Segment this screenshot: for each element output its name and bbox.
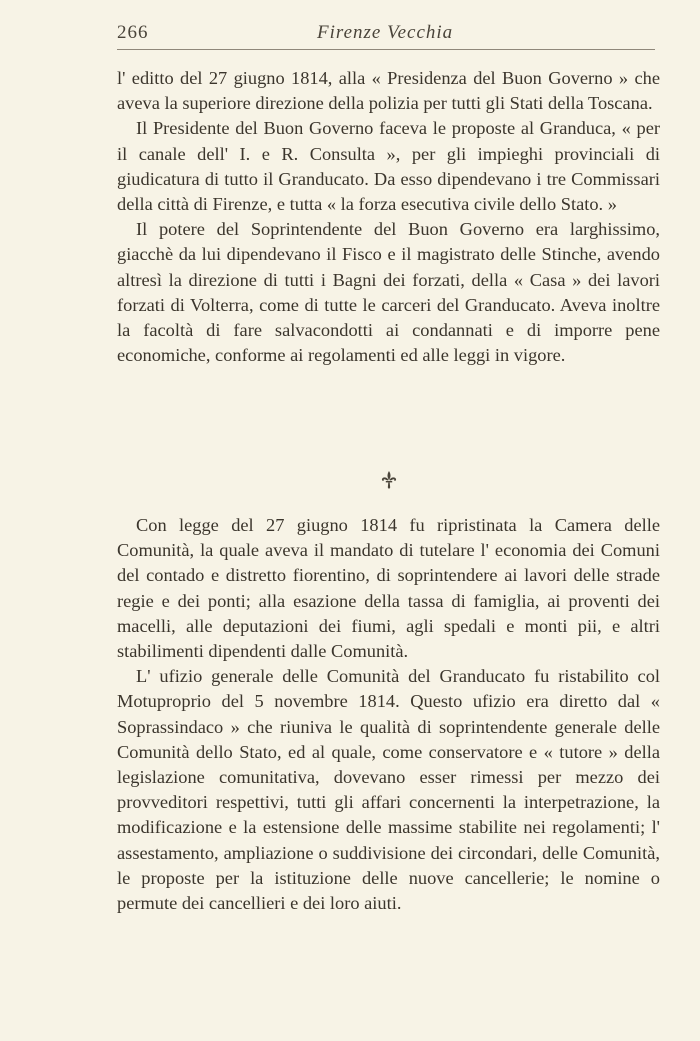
page-number: 266 <box>117 22 149 43</box>
running-head <box>117 22 657 46</box>
paragraph: Il Presidente del Buon Governo faceva le proposte al Granduca, « per il canale dell' I. e R. Consulta », per gli impieghi provinciali di giudicatura di tutto il Granducato. Da esso dipendevano i tre Commissari della città di Firenze, e tutta « la forza esecutiva civile dello Stato. » <box>117 118 660 215</box>
header-rule <box>117 49 655 50</box>
text-block-lower <box>117 513 660 916</box>
paragraph-continued: l' editto del 27 giugno 1814, alla « Presidenza del Buon Governo » che aveva la superiore direzione della polizia per tutti gli Stati della Toscana. <box>117 68 660 114</box>
fleur-de-lis-icon <box>379 470 399 490</box>
paragraph: Il potere del Soprintendente del Buon Governo era larghissimo, giacchè da lui dipendevano il Fisco e il magistrato delle Stinche, avendo altresì la direzione di tutti i Bagni dei forzati, della « Casa » dei lavori forzati di Volterra, come di tutte le carceri del Granducato. Aveva inoltre la facoltà di fare salvacondotti ai condannati e di imporre pene economiche, conforme ai regolamenti ed alle leggi in vigore. <box>117 219 660 366</box>
paragraph: L' ufizio generale delle Comunità del Granducato fu ristabilito col Motuproprio del 5 novembre 1814. Questo ufizio era diretto dal « Soprassindaco » che riuniva le qualità di soprintendente generale delle Comunità dello Stato, ed al quale, come conservatore e « tutore » della legislazione comunitativa, dovevano esser rimessi per mezzo dei provveditori respettivi, tutti gli affari concernenti la interpetrazione, la modificazione e la estensione delle massime stabilite nei regolamenti; l' assestamento, ampliazione o suddivisione dei circondari, delle Comunità, le proposte per la istituzione delle nuove cancellerie; le nomine o permute dei cancellieri e dei loro aiuti. <box>117 666 660 914</box>
paragraph: Con legge del 27 giugno 1814 fu ripristinata la Camera delle Comunità, la quale aveva il mandato di tutelare l' economia dei Comuni del contado e distretto fiorentino, di soprintendere ai lavori delle strade regie e dei ponti; alla esazione della tassa di famiglia, ai proventi dei macelli, alle deputazioni dei fiumi, agli spedali e monti pii, e altri stabilimenti dipendenti dalle Comunità. <box>117 515 660 662</box>
running-title: Firenze Vecchia <box>317 22 454 43</box>
text-block-upper <box>117 66 660 368</box>
